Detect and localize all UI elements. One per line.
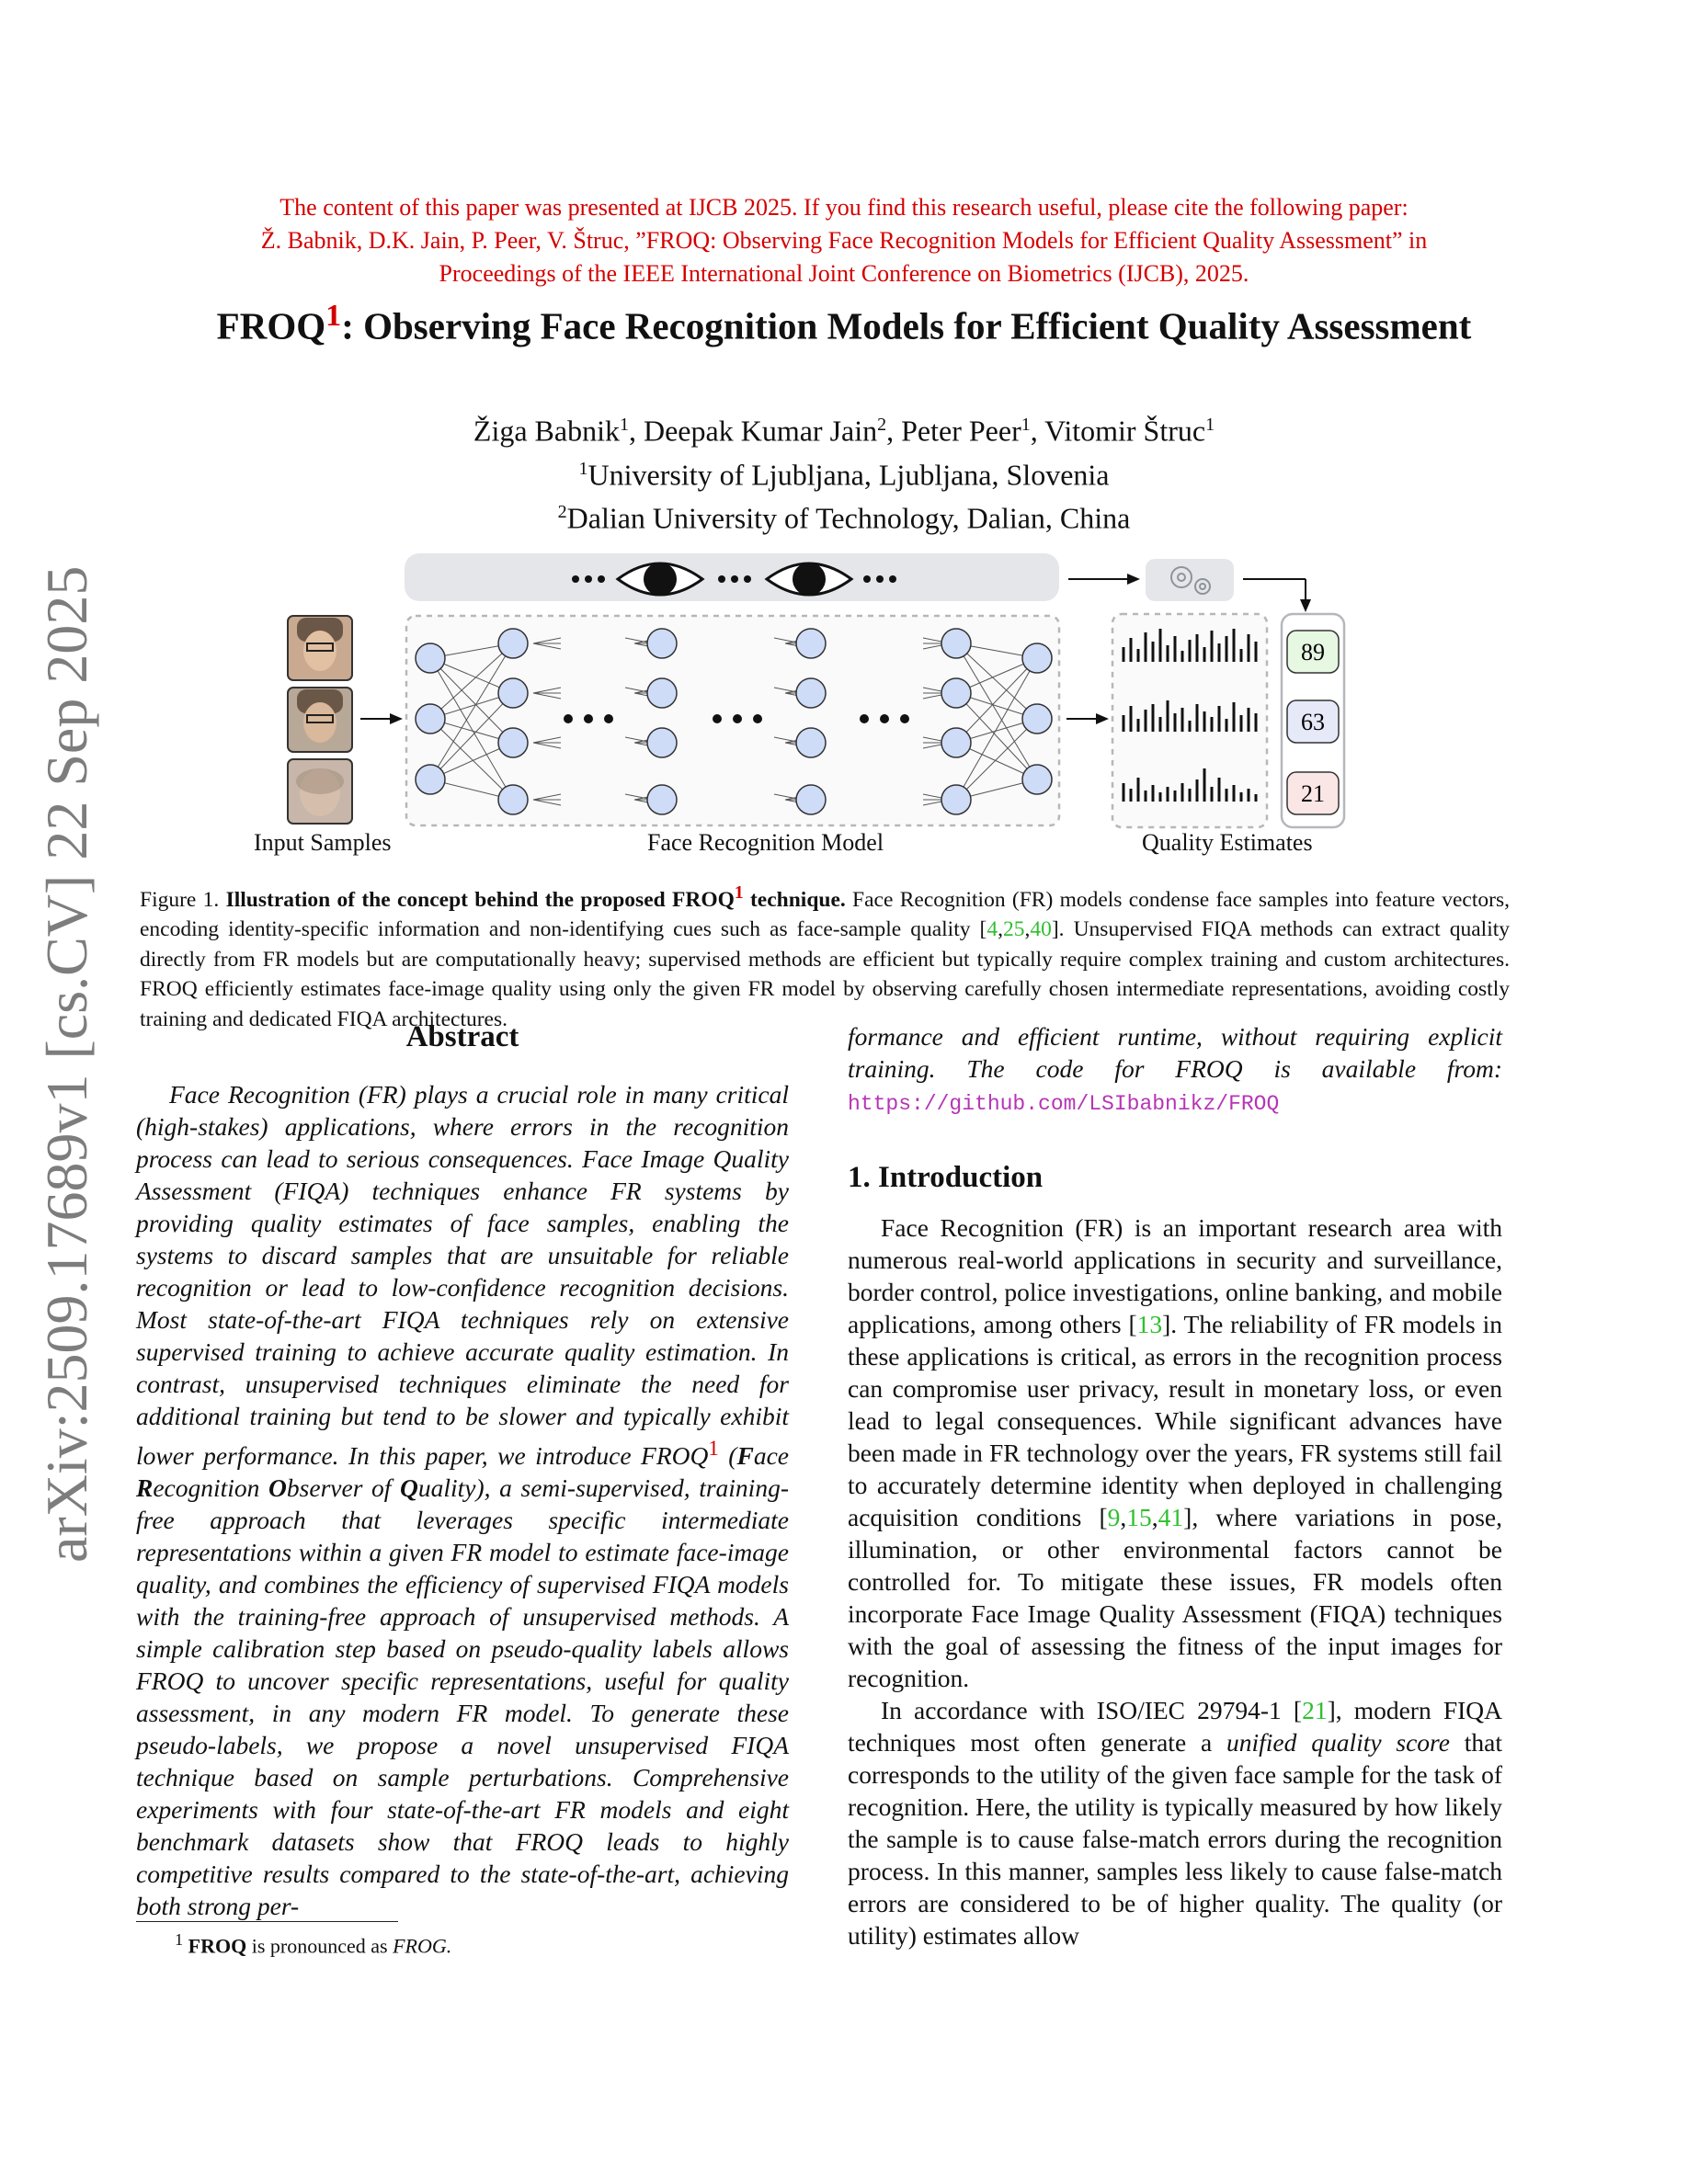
caption-bold-text: Illustration of the concept behind the proposed FROQ xyxy=(225,887,735,912)
intro-text: In accordance with ISO/IEC 29794-1 [ xyxy=(881,1696,1303,1724)
label-face-recognition-model: Face Recognition Model xyxy=(647,829,884,856)
author-3-aff: 1 xyxy=(1021,415,1031,435)
abstract-part-1: Face Recognition (FR) plays a crucial role in many critical (high-stakes) applications, where errors in the recognition process can lead to serious consequences. Face Image Quality Assessment (FIQA) techniques enhance FR systems by providing quality estimates of face samples, enabling the systems to discard samples that are unsuitable for reliable recognition or lead to low-confidence recognition decisions. Most state-of-the-art FIQA techniques rely on extensive supervised training to achieve accurate quality estimation. In contrast, unsupervised techniques eliminate the need for additional training but tend to be slower and typically exhibit lower performance. In this paper, we introduce FROQ xyxy=(136,1080,789,1471)
intro-text: ], where variations in pose, illumination, or other environmental factors cannot be controlled for. To mitigate these issues, FR models often incorporate Face Image Quality Assessment (FIQA) techniques with the goal of assessing the fitness of the input images for recognition. xyxy=(848,1503,1502,1692)
acronym-letter: F xyxy=(736,1441,754,1471)
acronym-letter: Q xyxy=(400,1473,418,1503)
author-4: , Vitomir Štruc xyxy=(1030,414,1206,448)
face-thumbnail-blurred xyxy=(288,759,352,824)
abstract-part-2: uality), a semi-supervised, training-free approach that leverages specific intermediate representations within a given FR model to estimate face-image quality, and combines the efficiency of supervised FIQA models with the training-free approach of unsupervised methods. A simple calibration step based on pseudo-quality labels allows FROQ to uncover specific representations, useful for quality assessment, in any modern FR model. To generate these pseudo-labels, we propose a novel unsupervised FIQA technique based on sample perturbations. Comprehensive experiments with four state-of-the-art FR models and eight benchmark datasets show that FROQ leads to highly competitive results compared to the state-of-the-art, achieving both strong per- xyxy=(136,1473,789,1921)
affiliation-1 xyxy=(0,450,1688,495)
intro-text: that corresponds to the utility of the given face sample for the task of recognition. Here, the utility is typically measured by how likely the sample is to cause false-match errors during the recognition process. In this manner, samples less likely to cause false-match errors are considered to be of higher quality. The quality (or utility) estimates allow xyxy=(848,1728,1502,1950)
author-list xyxy=(0,406,1688,450)
citation-link[interactable]: 21 xyxy=(1302,1696,1328,1724)
label-quality-estimates: Quality Estimates xyxy=(1142,829,1313,856)
affiliation-2-text: Dalian University of Technology, Dalian, China xyxy=(566,501,1131,535)
affiliation-1-text: University of Ljubljana, Ljubljana, Slovenia xyxy=(587,458,1110,492)
intro-text: ], modern FIQA techniques most often generate a xyxy=(848,1696,1502,1757)
citation-notice xyxy=(0,191,1688,290)
footnote-text: is pronounced as xyxy=(246,1934,393,1958)
concept-figure xyxy=(0,542,1688,855)
abstract-footnote-mark[interactable]: 1 xyxy=(708,1437,719,1460)
footnote-mark: 1 xyxy=(175,1930,184,1949)
acronym-letter: O xyxy=(268,1473,287,1503)
score-1: 89 xyxy=(1301,639,1325,665)
caption-prefix: Figure 1. xyxy=(140,887,226,912)
acronym-word: ecognition xyxy=(153,1473,269,1503)
intro-emphasis: unified quality score xyxy=(1226,1728,1450,1757)
code-url-link[interactable]: https://github.com/LSIbabnikz/FROQ xyxy=(848,1092,1280,1116)
label-input-samples: Input Samples xyxy=(254,829,392,856)
title-main: FROQ xyxy=(216,304,326,347)
author-4-aff: 1 xyxy=(1205,415,1215,435)
abstract-paren: ( xyxy=(718,1441,737,1471)
affiliation-2 xyxy=(0,494,1688,538)
footnote-emphasis: FROG. xyxy=(393,1934,452,1958)
abstract-text xyxy=(136,1078,789,1922)
abstract-heading: Abstract xyxy=(405,1020,519,1053)
abstract-continued xyxy=(848,1020,1502,1120)
score-3: 21 xyxy=(1301,780,1325,807)
author-2-aff: 2 xyxy=(877,415,887,435)
paper-title xyxy=(0,299,1688,348)
author-1-aff: 1 xyxy=(619,415,629,435)
footnote xyxy=(175,1930,451,1958)
citation-link[interactable]: 13 xyxy=(1136,1310,1163,1338)
intro-text: ]. The reliability of FR models in these applications is critical, as errors in the recognition process can compromise user privacy, result in monetary loss, or even lead to legal consequences. While significant advances have been made in FR technology over the years, FR systems still fail to accurately determine identity when deployed in challenging acquisition conditions [ xyxy=(848,1310,1503,1531)
citation-link[interactable]: 41 xyxy=(1158,1503,1184,1531)
intro-paragraph-1: Face Recognition (FR) is an important research area with numerous real-world applications in security and surveillance, border control, police investigations, online banking, and mobile applications, among others [13]. The reliability of FR models in these applications is critical, as errors in the recognition process can compromise user privacy, result in monetary loss, or even lead to legal consequences. While significant advances have been made in FR technology over the years, FR systems still fail to accurately determine identity when deployed in challenging acquisition conditions [9,15,41], where variations in pose, illumination, or other environmental factors cannot be controlled for. To mitigate these issues, FR models often incorporate Face Image Quality Assessment (FIQA) techniques with the goal of assessing the fitness of the input images for recognition. xyxy=(848,1213,1503,1692)
title-footnote-mark[interactable]: 1 xyxy=(325,299,342,333)
authors-block xyxy=(0,406,1688,538)
acronym-word: ace xyxy=(753,1441,789,1471)
citation-notice-line-3: Proceedings of the IEEE International Joint Conference on Biometrics (IJCB), 2025. xyxy=(439,260,1249,287)
intro-paragraph-2 xyxy=(848,1694,1502,1951)
citation-link[interactable]: 4 xyxy=(987,917,998,942)
acronym-letter: R xyxy=(136,1473,154,1503)
abstract-continued-text: formance and efficient runtime, without requiring explicit training. The code for FROQ is available from: xyxy=(848,1022,1502,1083)
caption-bold xyxy=(225,883,846,912)
acronym-word: bserver of xyxy=(286,1473,401,1503)
affiliation-2-mark: 2 xyxy=(557,502,567,523)
face-thumbnail xyxy=(288,688,352,752)
citation-link[interactable]: 9 xyxy=(1107,1503,1121,1531)
citation-link[interactable]: 15 xyxy=(1126,1503,1152,1531)
introduction-heading: 1. Introduction xyxy=(848,1161,1044,1194)
right-column xyxy=(848,1020,1502,1951)
author-1: Žiga Babnik xyxy=(473,414,620,448)
citation-link[interactable]: 40 xyxy=(1030,917,1052,942)
citation-notice-line-2: Ž. Babnik, D.K. Jain, P. Peer, V. Štruc, ”FROQ: Observing Face Recognition Models for Efficient Quality Assessment” in xyxy=(260,227,1428,254)
footnote-rule xyxy=(136,1921,398,1922)
face-thumbnail xyxy=(288,616,352,680)
caption-text-1: Face Recognition (FR) models condense face samples into feature vectors, encoding identity-specific information and non-identifying cues such as face-sample quality [ xyxy=(140,887,1510,942)
author-2: , Deepak Kumar Jain xyxy=(628,414,878,448)
footnote-bold: FROQ xyxy=(188,1934,247,1958)
calibration-panel xyxy=(1146,559,1234,601)
citation-link[interactable]: 25 xyxy=(1002,917,1025,942)
author-3: , Peter Peer xyxy=(886,414,1021,448)
citation-notice-line-1: The content of this paper was presented at IJCB 2025. If you find this research useful, please cite the following paper: xyxy=(279,194,1409,221)
left-column xyxy=(136,1020,789,1922)
caption-text-2: ]. Unsupervised FIQA methods can extract quality directly from FR models but are computationally heavy; supervised methods are efficient but typically require complex training and custom architectures. FROQ efficiently estimates face-image quality using only the given FR model by observing carefully chosen intermediate representations, avoiding costly training and dedicated FIQA architectures. xyxy=(140,917,1511,1031)
introduction-text xyxy=(848,1211,1502,1951)
arxiv-sidebar: arXiv:2509.17689v1 [cs.CV] 22 Sep 2025 xyxy=(34,565,99,1563)
affiliation-1-mark: 1 xyxy=(578,458,588,479)
figure-caption: Figure 1. Illustration of the concept behind the proposed FROQ$^1$ technique. Face Recognition (FR) models condense face samples into feature vectors, encoding identity-specific information and non-identifying cues such as face-sample quality [4,25,40]. Unsupervised FIQA methods can extract quality directly from FR models but are computationally heavy; supervised methods are efficient but typically require complex training and custom architectures. FROQ efficiently estimates face-image quality using only the given FR model by observing carefully chosen intermediate representations, avoiding costly training and dedicated FIQA architectures. xyxy=(140,883,1511,1031)
intro-text: Face Recognition (FR) is an important research area with numerous real-world applications in security and surveillance, border control, police investigations, online banking, and mobile applications, among others [ xyxy=(848,1213,1502,1338)
score-2: 63 xyxy=(1301,709,1325,735)
caption-bold-end: technique. xyxy=(743,887,846,912)
title-rest: : Observing Face Recognition Models for Efficient Quality Assessment xyxy=(341,304,1472,347)
caption-footnote-mark[interactable]: 1 xyxy=(734,883,744,903)
